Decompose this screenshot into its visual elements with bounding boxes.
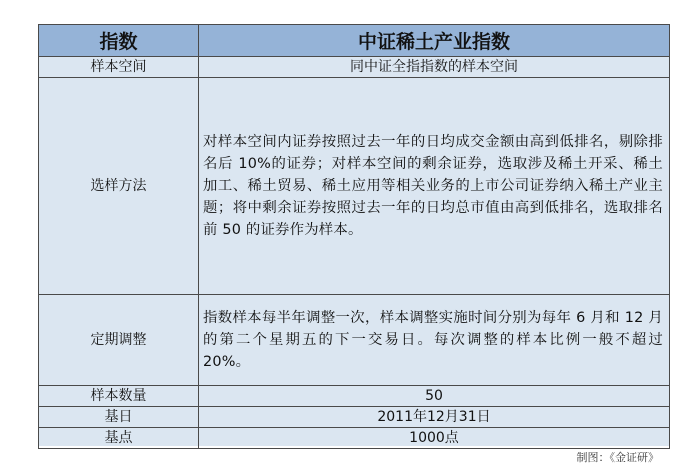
table-header-row — [39, 25, 670, 57]
row-label-selection-method: 选样方法 — [39, 78, 199, 295]
table-row — [39, 78, 670, 295]
row-value-sample-count: 50 — [199, 386, 670, 407]
row-label-base-point: 基点 — [39, 428, 199, 449]
table-row — [39, 386, 670, 407]
row-value-periodic-adjustment: 指数样本每半年调整一次，样本调整实施时间分别为每年 6 月和 12 月的第二个星期五的下一交易日。每次调整的样本比例一般不超过 20%。 — [199, 295, 670, 386]
header-index-label: 指数 — [39, 25, 199, 57]
table-row — [39, 57, 670, 78]
row-label-sample-space: 样本空间 — [39, 57, 199, 78]
row-value-base-date: 2011年12月31日 — [199, 407, 670, 428]
chart-credit: 制图：《金证研》 — [576, 451, 659, 464]
row-value-base-point: 1000点 — [199, 428, 670, 449]
index-info-table — [38, 24, 669, 446]
row-label-base-date: 基日 — [39, 407, 199, 428]
header-index-name: 中证稀土产业指数 — [199, 25, 670, 57]
row-label-sample-count: 样本数量 — [39, 386, 199, 407]
row-value-sample-space: 同中证全指指数的样本空间 — [199, 57, 670, 78]
table-row — [39, 407, 670, 428]
row-label-periodic-adjustment: 定期调整 — [39, 295, 199, 386]
row-value-selection-method: 对样本空间内证券按照过去一年的日均成交金额由高到低排名，剔除排名后 10%的证券；对样本空间的剩余证券，选取涉及稀土开采、稀土加工、稀土贸易、稀土应用等相关业务的上市公司证券纳入稀土产业主题；将中剩余证券按照过去一年的日均总市值由高到低排名，选取排名前 50 的证券作为样本。 — [199, 78, 670, 295]
table-row — [39, 295, 670, 386]
table-row — [39, 428, 670, 449]
